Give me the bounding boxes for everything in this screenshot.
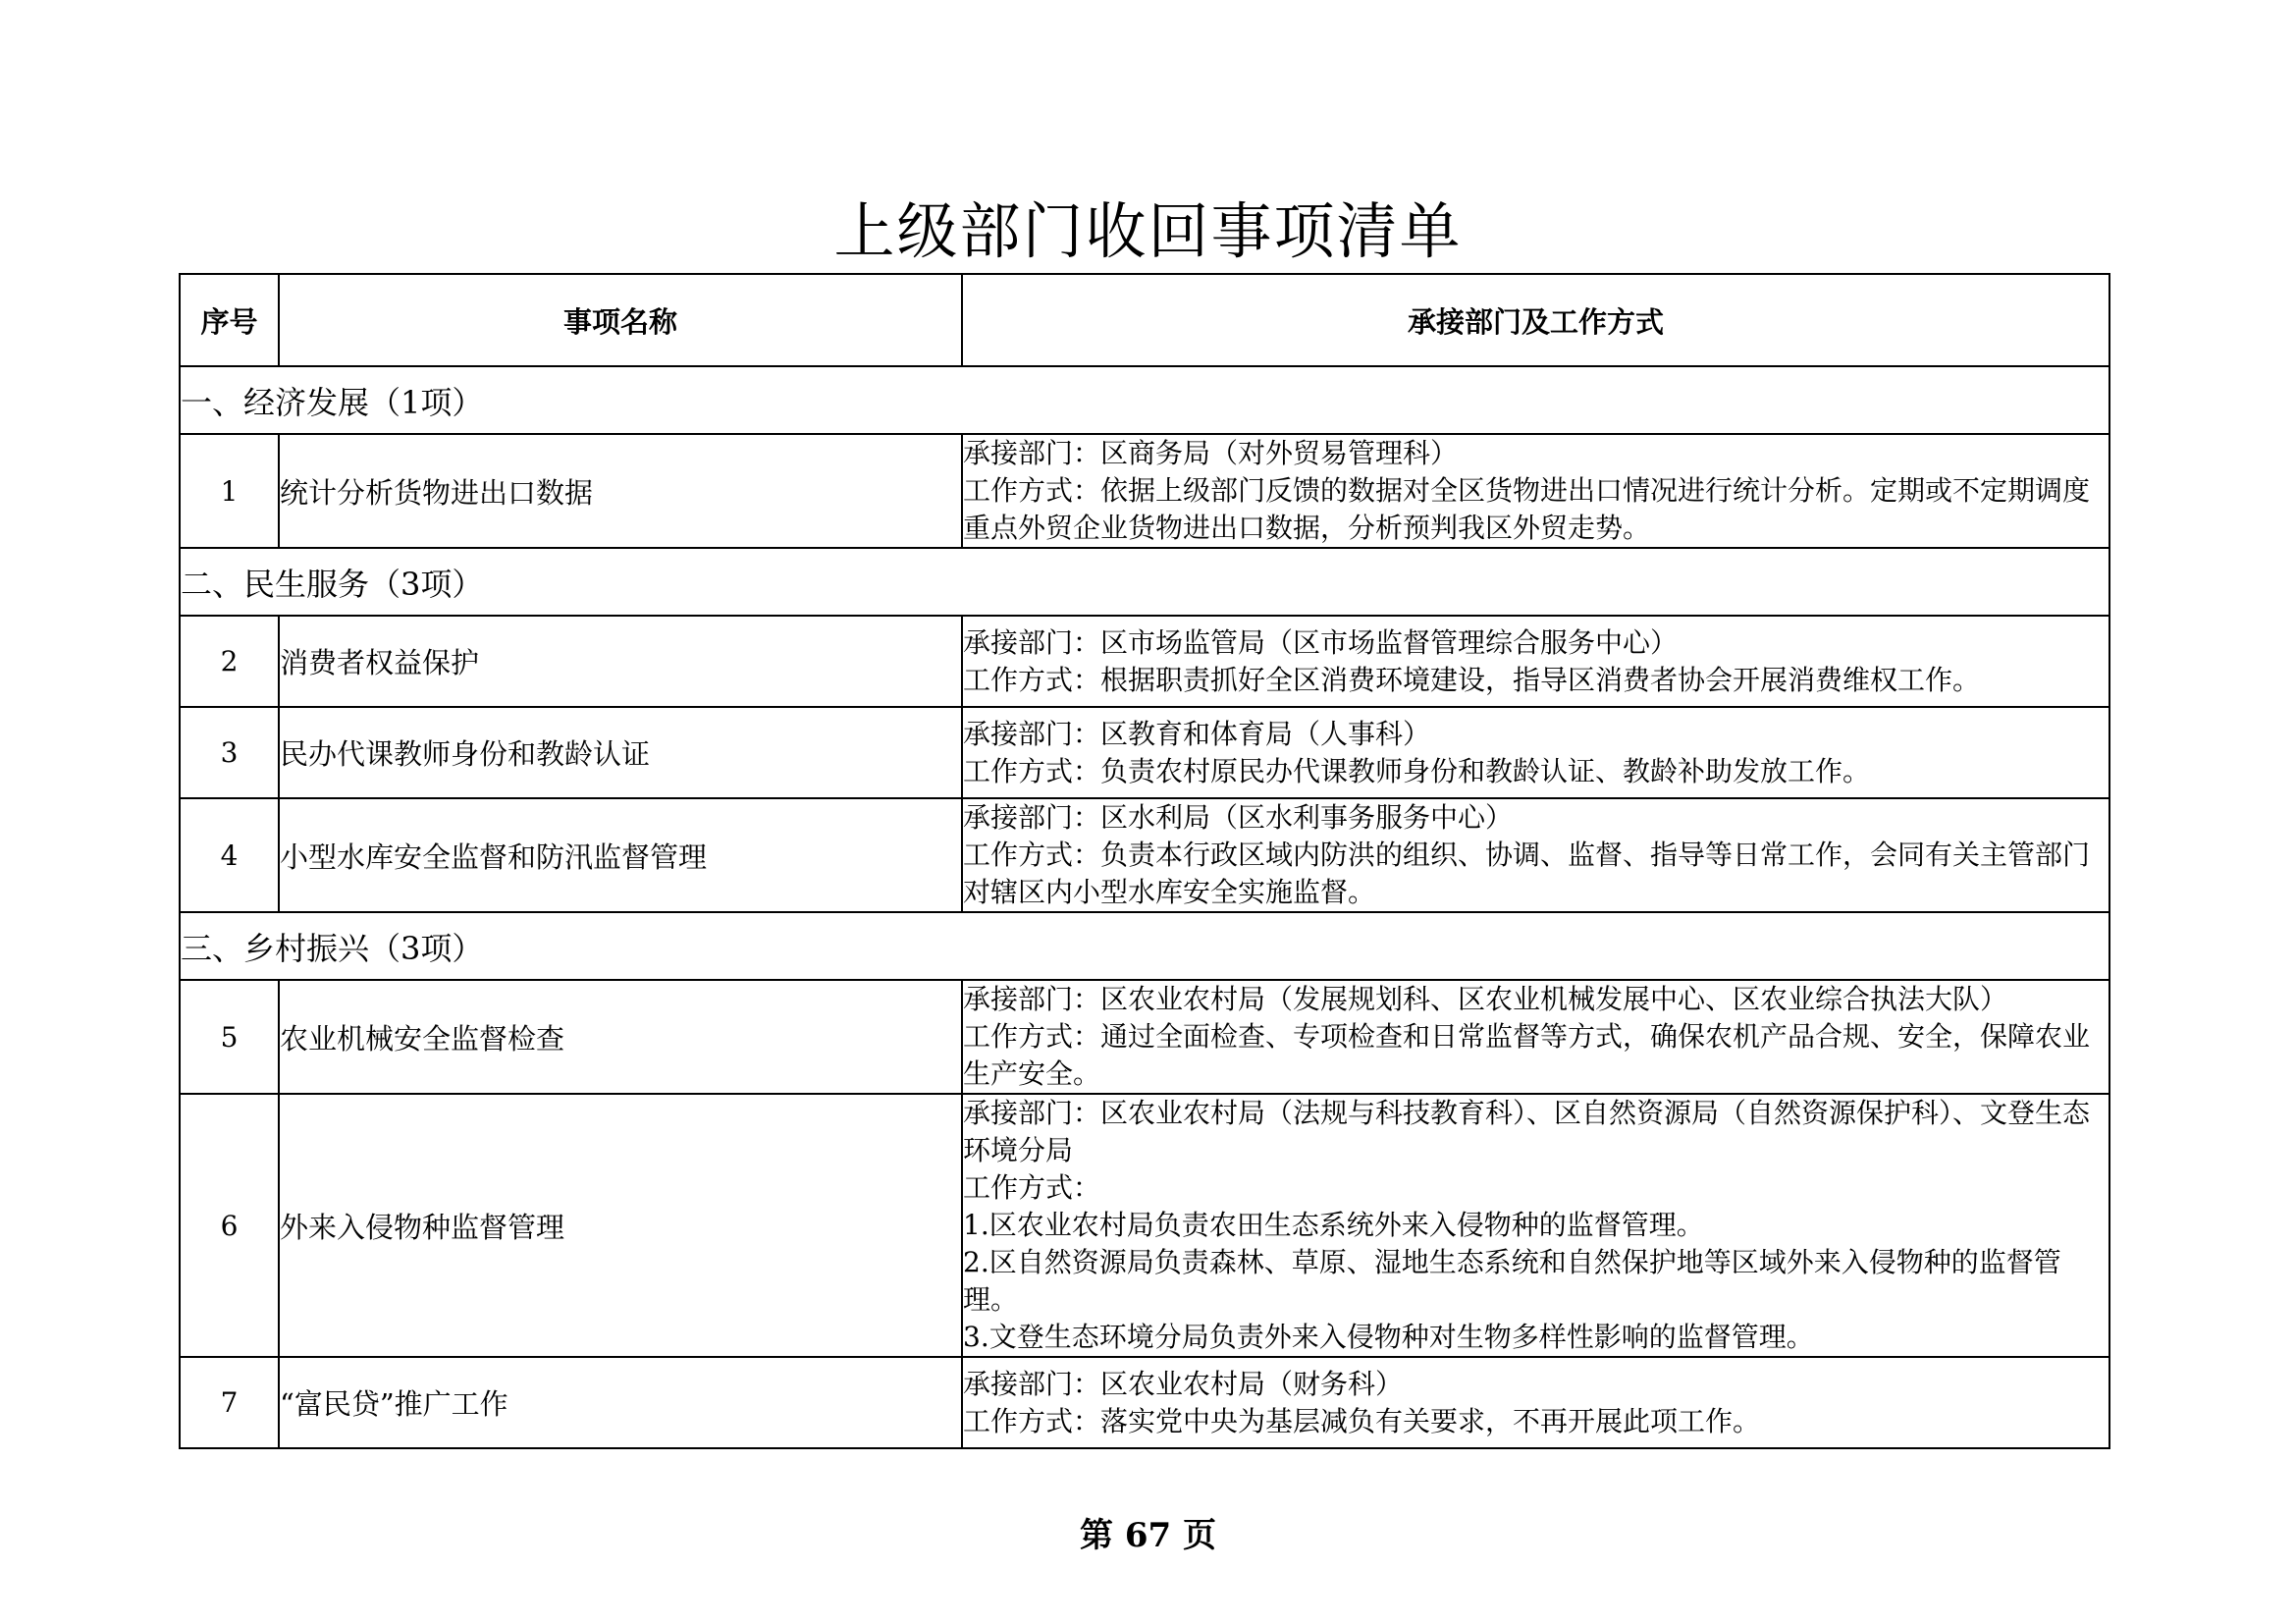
header-no: 序号 [180, 274, 279, 366]
row-number: 7 [180, 1357, 279, 1448]
item-name: 外来入侵物种监督管理 [279, 1094, 962, 1357]
item-name: 小型水库安全监督和防汛监督管理 [279, 798, 962, 912]
item-detail [962, 1357, 2109, 1448]
row-number: 6 [180, 1094, 279, 1357]
detail-line: 工作方式：负责农村原民办代课教师身份和教龄认证、教龄补助发放工作。 [963, 754, 1871, 787]
table-row [180, 1357, 2109, 1448]
header-detail: 承接部门及工作方式 [962, 274, 2109, 366]
item-detail [962, 1094, 2109, 1357]
detail-line: 工作方式：依据上级部门反馈的数据对全区货物进出口情况进行统计分析。定期或不定期调度重点外贸企业货物进出口数据，分析预判我区外贸走势。 [963, 474, 2091, 544]
detail-line: 工作方式：通过全面检查、专项检查和日常监督等方式，确保农机产品合规、安全，保障农业生产安全。 [963, 1020, 2091, 1090]
table-row [180, 1094, 2109, 1357]
detail-line: 工作方式：负责本行政区域内防洪的组织、协调、监督、指导等日常工作，会同有关主管部门对辖区内小型水库安全实施监督。 [963, 839, 2091, 908]
detail-line: 承接部门：区教育和体育局（人事科） [963, 717, 1431, 750]
row-number: 4 [180, 798, 279, 912]
detail-line: 2.区自然资源局负责森林、草原、湿地生态系统和自然保护地等区域外来入侵物种的监督管理。 [963, 1246, 2061, 1316]
table-row [180, 434, 2109, 548]
section-label: 三、乡村振兴（3项） [180, 912, 2109, 980]
item-detail [962, 616, 2109, 707]
detail-line: 工作方式： [963, 1171, 1101, 1204]
row-number: 3 [180, 707, 279, 798]
detail-line: 承接部门：区农业农村局（法规与科技教育科）、区自然资源局（自然资源保护科）、文登生态环境分局 [963, 1097, 2091, 1166]
item-name: 统计分析货物进出口数据 [279, 434, 962, 548]
row-number: 1 [180, 434, 279, 548]
item-name: 民办代课教师身份和教龄认证 [279, 707, 962, 798]
section-row [180, 548, 2109, 616]
item-name: “富民贷”推广工作 [279, 1357, 962, 1448]
item-name: 消费者权益保护 [279, 616, 962, 707]
detail-line: 承接部门：区农业农村局（财务科） [963, 1367, 1404, 1400]
table-header-row [180, 274, 2109, 366]
item-detail [962, 707, 2109, 798]
table-row [180, 798, 2109, 912]
table-row [180, 707, 2109, 798]
item-detail [962, 980, 2109, 1094]
section-label: 一、经济发展（1项） [180, 366, 2109, 434]
detail-line: 承接部门：区商务局（对外贸易管理科） [963, 437, 1459, 469]
page-title: 上级部门收回事项清单 [833, 195, 1463, 267]
detail-line: 承接部门：区农业农村局（发展规划科、区农业机械发展中心、区农业综合执法大队） [963, 983, 2008, 1015]
table-row [180, 980, 2109, 1094]
detail-line: 承接部门：区市场监管局（区市场监督管理综合服务中心） [963, 625, 1679, 659]
item-detail [962, 798, 2109, 912]
detail-line: 3.文登生态环境分局负责外来入侵物种对生物多样性影响的监督管理。 [963, 1321, 1814, 1353]
table-row [180, 616, 2109, 707]
section-label: 二、民生服务（3项） [180, 548, 2109, 616]
item-detail [962, 434, 2109, 548]
detail-line: 1.区农业农村局负责农田生态系统外来入侵物种的监督管理。 [963, 1209, 1704, 1241]
table-body [180, 366, 2109, 1448]
row-number: 5 [180, 980, 279, 1094]
item-name: 农业机械安全监督检查 [279, 980, 962, 1094]
section-row [180, 366, 2109, 434]
items-table [179, 273, 2110, 1449]
page-number: 第 67 页 [1080, 1516, 1216, 1555]
detail-line: 工作方式：根据职责抓好全区消费环境建设，指导区消费者协会开展消费维权工作。 [963, 663, 1981, 696]
section-row [180, 912, 2109, 980]
header-name: 事项名称 [279, 274, 962, 366]
detail-line: 承接部门：区水利局（区水利事务服务中心） [963, 801, 1514, 834]
detail-line: 工作方式：落实党中央为基层减负有关要求，不再开展此项工作。 [963, 1404, 1761, 1437]
row-number: 2 [180, 616, 279, 707]
